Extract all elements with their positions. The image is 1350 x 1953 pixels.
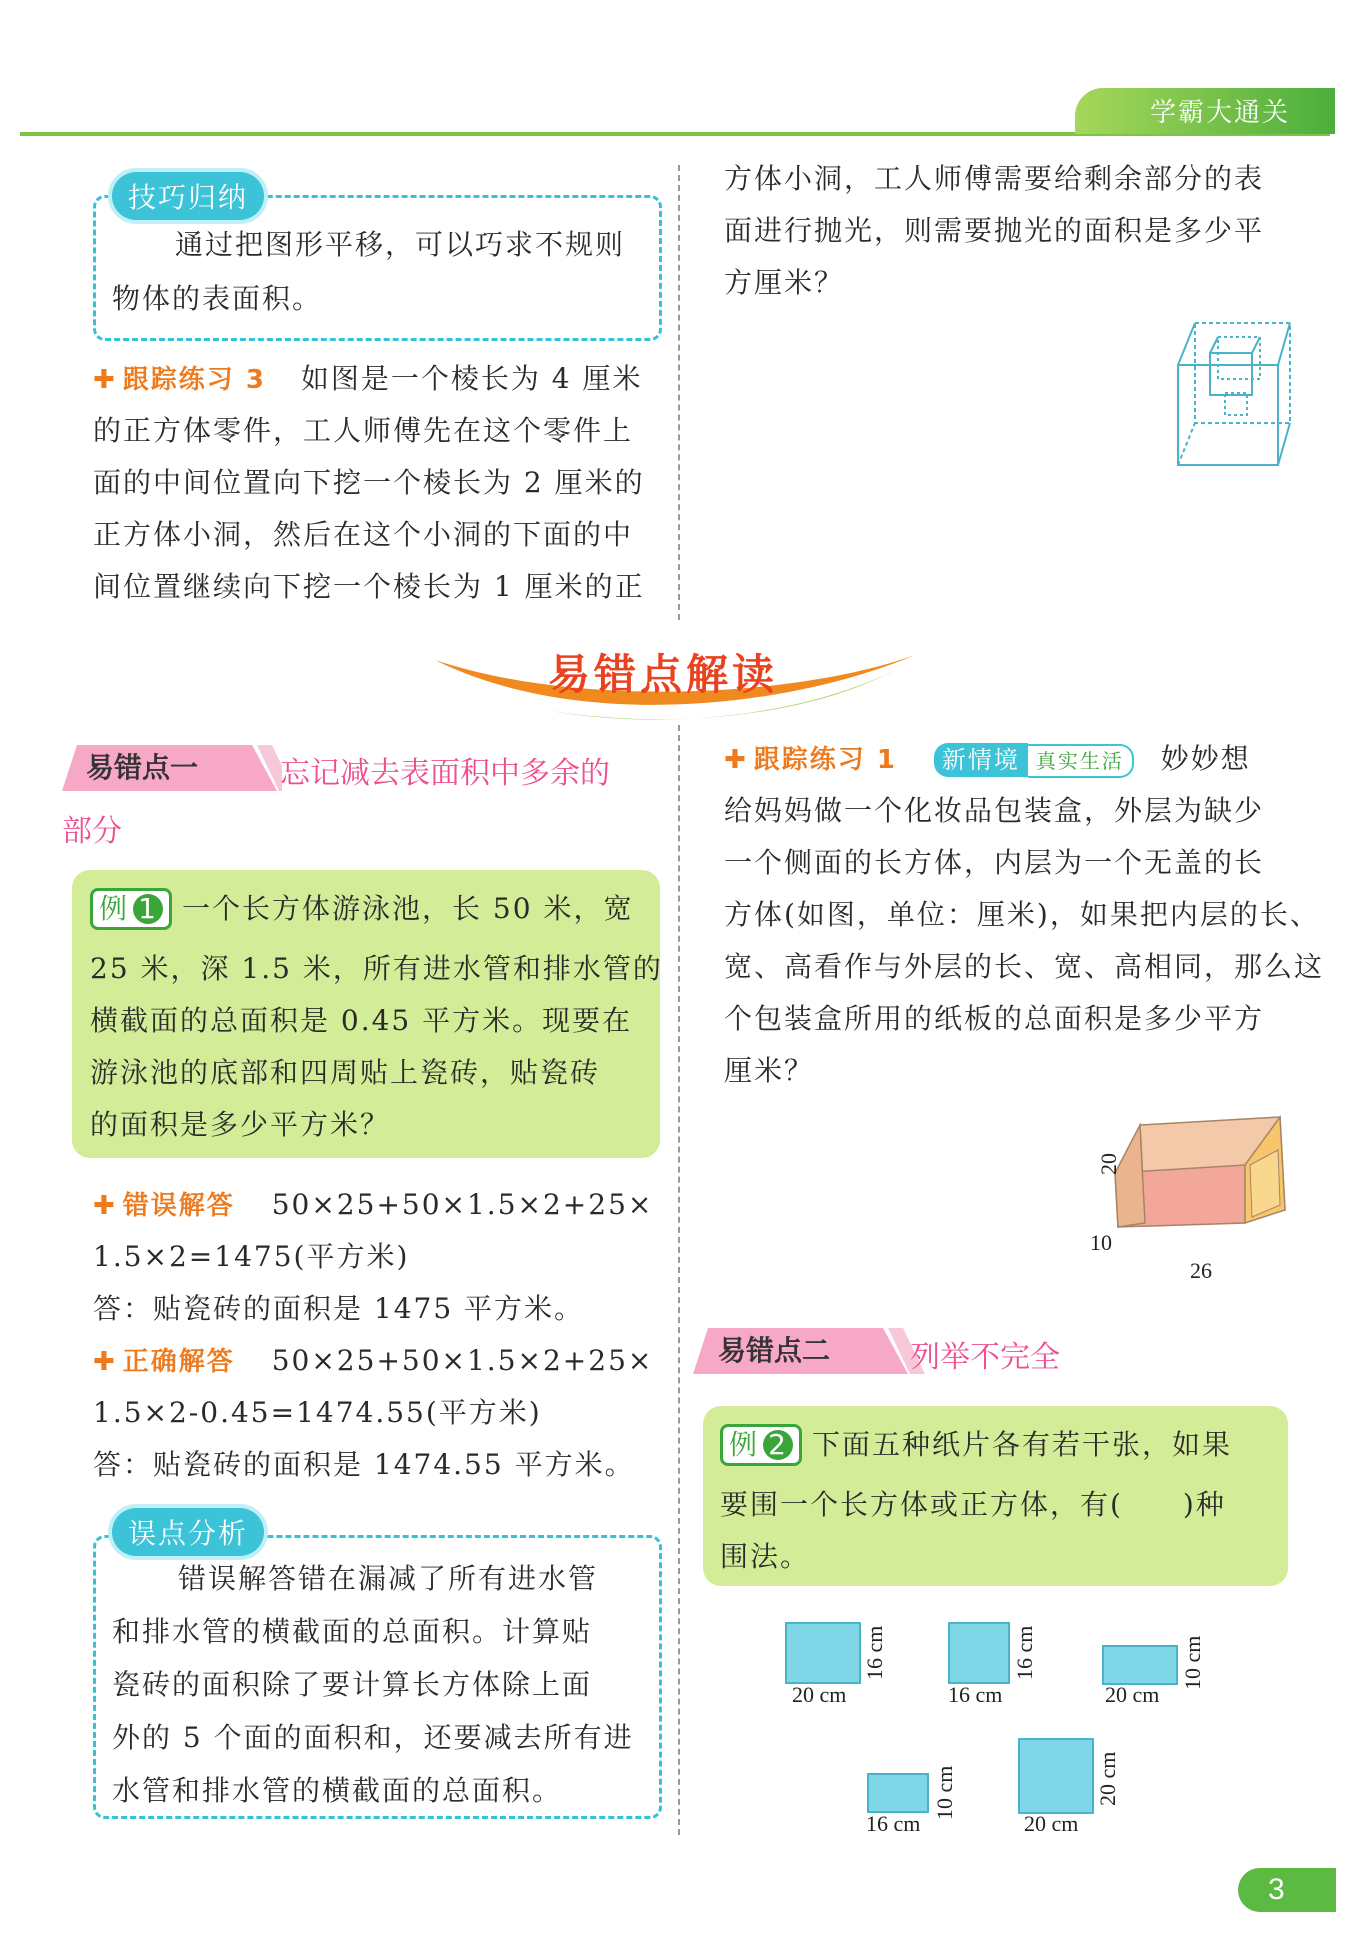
paper-height-label: 10 cm [932, 1765, 957, 1820]
series-title: 学霸大通关 [1150, 98, 1291, 128]
right-line-1: ✚ 正确解答 50×25+50×1.5×2+25× [93, 1344, 654, 1377]
practice3-cont-2: 面进行抛光，则需要抛光的面积是多少平 [724, 214, 1265, 247]
practice1-tag: ✚ 跟踪练习 1 [724, 745, 897, 775]
example2-line-3: 围法。 [720, 1540, 811, 1573]
page-number: 3 [1268, 1873, 1285, 1906]
practice3-line-5: 间位置继续向下挖一个棱长为 1 厘米的正 [93, 570, 645, 603]
analysis-line-3: 瓷砖的面积除了要计算长方体除上面 [112, 1668, 593, 1701]
practice1-line-5: 宽、高看作与外层的长、宽、高相同，那么这 [724, 950, 1325, 983]
column-divider [678, 725, 680, 1835]
box-dim-height: 20 [1096, 1153, 1121, 1175]
paper-height-label: 16 cm [1012, 1625, 1037, 1680]
point2-label: 易错点二 [718, 1334, 831, 1367]
analysis-line-4: 外的 5 个面的面积和，还要减去所有进 [112, 1721, 634, 1754]
wrong-answer: 答：贴瓷砖的面积是 1475 平方米。 [93, 1292, 585, 1325]
paper-piece [948, 1622, 1010, 1684]
example1-line-3: 横截面的总面积是 0.45 平方米。现要在 [90, 1004, 633, 1037]
paper-piece [785, 1622, 861, 1684]
practice3-cont-3: 方厘米？ [724, 266, 845, 299]
section-title: 易错点解读 [548, 650, 779, 699]
paper-piece [1102, 1645, 1178, 1685]
paper-width-label: 16 cm [866, 1811, 921, 1836]
right-tag: ✚ 正确解答 [93, 1347, 235, 1377]
example1-line-4: 游泳池的底部和四周贴上瓷砖，贴瓷砖 [90, 1056, 601, 1089]
example1-label: 例 1 [90, 888, 172, 930]
analysis-line-1: 错误解答错在漏减了所有进水管 [178, 1562, 599, 1595]
right-line-2: 1.5×2-0.45=1474.55(平方米) [93, 1396, 542, 1429]
right-answer: 答：贴瓷砖的面积是 1474.55 平方米。 [93, 1448, 635, 1481]
paper-width-label: 20 cm [1105, 1682, 1160, 1707]
practice1-line-6: 个包装盒所用的纸板的总面积是多少平方 [724, 1002, 1265, 1035]
practice3-cont-1: 方体小洞，工人师傅需要给剩余部分的表 [724, 162, 1265, 195]
point1-label: 易错点一 [86, 751, 199, 784]
point2-title: 列举不完全 [910, 1340, 1060, 1375]
analysis-line-5: 水管和排水管的横截面的总面积。 [112, 1774, 563, 1807]
paper-height-label: 10 cm [1180, 1635, 1205, 1690]
practice3-line-3: 面的中间位置向下挖一个棱长为 2 厘米的 [93, 466, 645, 499]
paper-height-label: 20 cm [1095, 1751, 1120, 1806]
analysis-label: 误点分析 [112, 1508, 264, 1556]
practice1-line-2: 给妈妈做一个化妆品包装盒，外层为缺少 [724, 794, 1265, 827]
point1-title-2: 部分 [62, 814, 122, 849]
paper-width-label: 16 cm [948, 1682, 1003, 1707]
example2-line-2: 要围一个长方体或正方体，有( )种 [720, 1488, 1226, 1521]
paper-piece [867, 1773, 929, 1813]
analysis-line-2: 和排水管的横截面的总面积。计算贴 [112, 1615, 593, 1648]
example1-line-1: 例 1 一个长方体游泳池，长 50 米，宽 [90, 882, 633, 935]
practice3-line-4: 正方体小洞，然后在这个小洞的下面的中 [93, 518, 634, 551]
paper-piece [1018, 1738, 1094, 1814]
example1-line-5: 的面积是多少平方米？ [90, 1108, 391, 1141]
box-dim-length: 26 [1190, 1258, 1212, 1283]
practice1-line-4: 方体(如图，单位：厘米)，如果把内层的长、 [724, 898, 1320, 931]
practice1-line-7: 厘米？ [724, 1054, 815, 1087]
practice3-line-1: ✚ 跟踪练习 3 如图是一个棱长为 4 厘米 [93, 362, 643, 395]
tips-line-1: 通过把图形平移，可以巧求不规则 [175, 228, 626, 261]
column-divider [678, 165, 680, 620]
wrong-tag: ✚ 错误解答 [93, 1191, 235, 1221]
cube-figure [1170, 315, 1295, 475]
example1-line-2: 25 米，深 1.5 米，所有进水管和排水管的 [90, 952, 663, 985]
paper-width-label: 20 cm [792, 1682, 847, 1707]
example2-label: 例 2 [720, 1424, 802, 1466]
wrong-line-2: 1.5×2=1475(平方米) [93, 1240, 410, 1273]
paper-height-label: 16 cm [862, 1625, 887, 1680]
point1-title-1: 忘记减去表面积中多余的 [280, 756, 610, 791]
practice1-line-1: ✚ 跟踪练习 1 新情境 真实生活 妙妙想 [724, 732, 1251, 787]
practice1-line-3: 一个侧面的长方体，内层为一个无盖的长 [724, 846, 1265, 879]
practice3-line-2: 的正方体零件，工人师傅先在这个零件上 [93, 414, 634, 447]
example2-line-1: 例 2 下面五种纸片各有若干张，如果 [720, 1418, 1232, 1471]
page-number-tab [1238, 1868, 1336, 1912]
box-figure [1110, 1105, 1295, 1265]
tips-line-2: 物体的表面积。 [112, 282, 323, 315]
wrong-line-1: ✚ 错误解答 50×25+50×1.5×2+25× [93, 1188, 654, 1221]
paper-width-label: 20 cm [1024, 1811, 1079, 1836]
box-dim-width: 10 [1090, 1230, 1112, 1255]
badge-new-context: 新情境 [934, 743, 1028, 777]
tips-label: 技巧归纳 [112, 172, 264, 220]
practice3-tag: ✚ 跟踪练习 3 [93, 365, 266, 395]
badge-real-life: 真实生活 [1028, 744, 1134, 778]
